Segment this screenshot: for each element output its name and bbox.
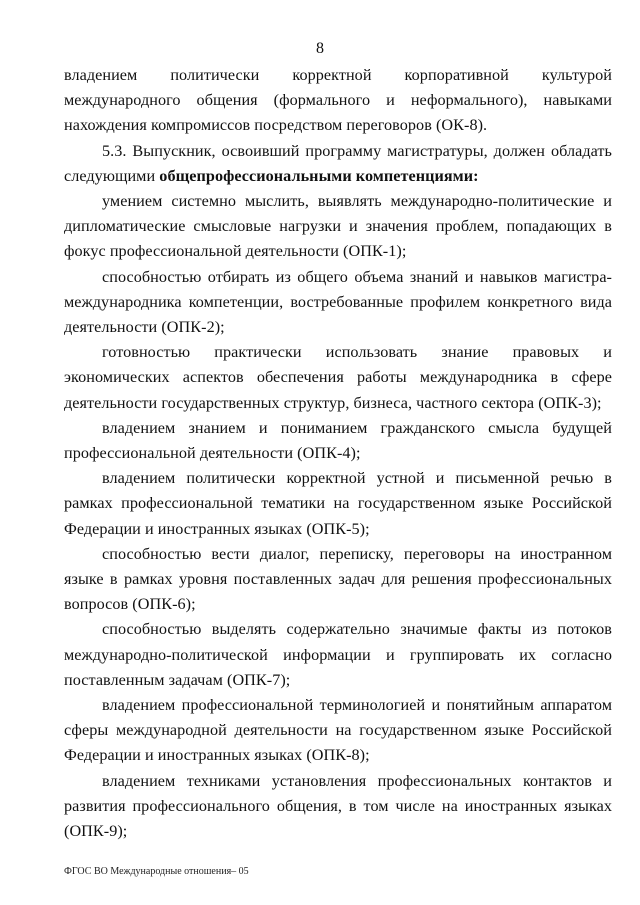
page-footer: ФГОС ВО Международные отношения– 05 — [64, 866, 249, 877]
paragraph-opk1: умением системно мыслить, выявлять международно-политические и дипломатические смысловые нагрузки и значения проблем, попадающих в фокус профессиональной деятельности (ОПК-1); — [64, 192, 612, 261]
paragraph-opk6: способностью вести диалог, переписку, переговоры на иностранном языке в рамках уровня поставленных задач для решения профессиональных вопросов (ОПК-6); — [64, 544, 612, 614]
paragraph-opk9: владением техниками установления профессиональных контактов и развития профессионального общения, в том числе на иностранных языках (ОПК-9); — [64, 771, 612, 841]
intro-text: 5.3. Выпускник, освоивший программу магистратуры, должен обладать следующими — [64, 141, 612, 185]
page-number: 8 — [316, 40, 324, 57]
paragraph-opk7: способностью выделять содержательно значимые факты из потоков международно-политической информации и группировать их согласно поставленным задачам (ОПК-7); — [64, 620, 612, 689]
paragraph-competencies-intro — [64, 139, 612, 189]
paragraph-opk4: владением знанием и пониманием гражданского смысла будущей профессиональной деятельности (ОПК-4); — [64, 418, 612, 463]
document-body — [64, 63, 612, 844]
paragraph-opk8: владением профессиональной терминологией и понятийным аппаратом сферы международной деятельности на государственном языке Российской Федерации и иностранных языках (ОПК-8); — [64, 696, 612, 765]
paragraph-opk3: готовностью практически использовать знание правовых и экономических аспектов обеспечения работы международника в сфере деятельности государственных структур, бизнеса, частного сектора (ОПК-3); — [64, 343, 612, 412]
paragraph-opk2: способностью отбирать из общего объема знаний и навыков магистра-международника компетенции, востребованные профилем конкретного вида деятельности (ОПК-2); — [64, 267, 612, 337]
intro-bold-term: общепрофессиональными компетенциями: — [159, 166, 479, 185]
paragraph-opk5: владением политически корректной устной и письменной речью в рамках профессиональной тематики на государственном языке Российской Федерации и иностранных языках (ОПК-5); — [64, 469, 612, 538]
paragraph-ok8: владением политически корректной корпоративной культурой международного общения (формального и неформального), навыками нахождения компромиссов посредством переговоров (ОК-8). — [64, 66, 612, 135]
